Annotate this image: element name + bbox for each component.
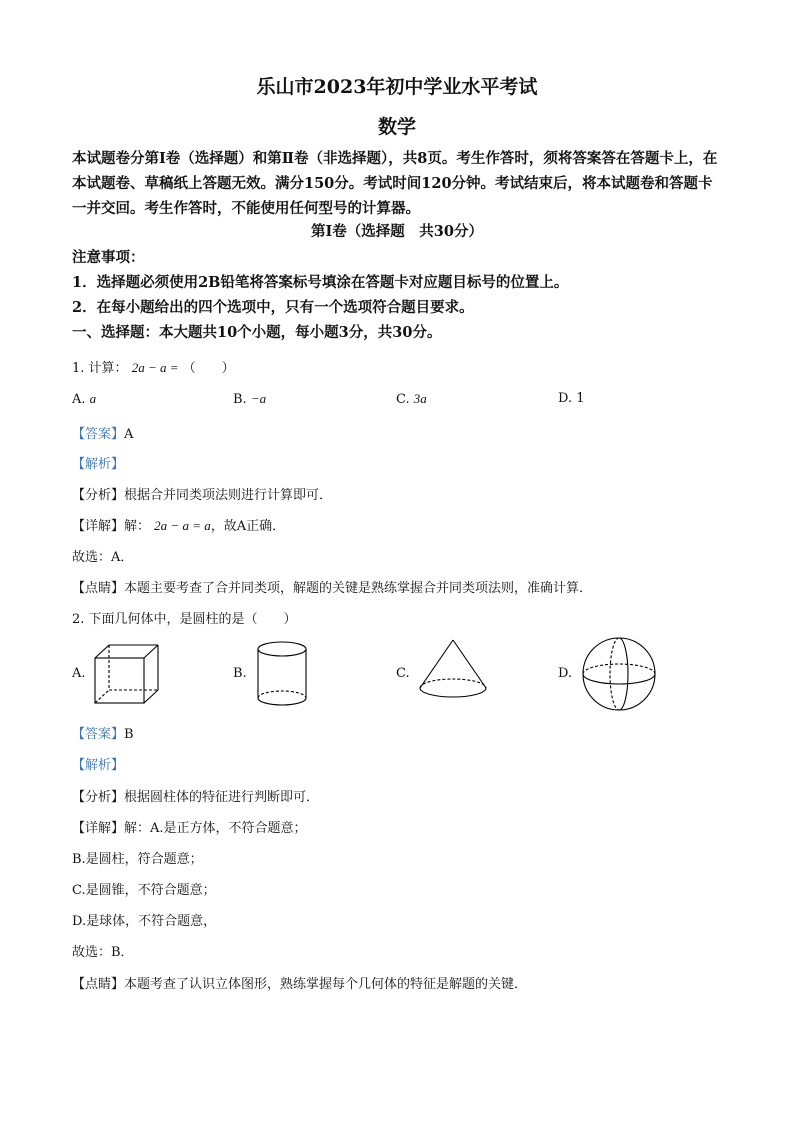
cone-figure	[417, 638, 489, 702]
answer-tag: 【答案】	[72, 427, 125, 442]
option-label: A.	[72, 392, 86, 407]
detail-tag: 【详解】	[72, 519, 125, 534]
answer-tag: 【答案】	[72, 727, 125, 742]
detail-prefix: 解：	[124, 519, 151, 534]
option-value: 1	[576, 391, 585, 406]
fenxi-text: 根据合并同类项法则进行计算即可．	[124, 488, 333, 503]
option-label: C.	[396, 392, 410, 407]
q2-option-a-label: A.	[72, 666, 86, 681]
comment-tag: 【点睛】	[72, 581, 125, 596]
note-2: 2．在每小题给出的四个选项中，只有一个选项符合题目要求。	[72, 299, 474, 316]
notes-heading: 注意事项：	[72, 249, 145, 266]
q1-fenxi	[72, 484, 332, 503]
q2-option-b-label: B.	[233, 666, 247, 681]
q2-comment	[72, 973, 527, 992]
q2-detail-4: D.是球体，不符合题意，	[72, 914, 217, 929]
q1-option-a	[72, 391, 96, 407]
q1-stem-suffix: （ ）	[182, 361, 235, 376]
q2-detail	[72, 817, 307, 836]
detail-expression: 2a − a = a	[154, 518, 211, 533]
subject-title: 数学	[377, 116, 416, 138]
q2-detail-2: B.是圆柱，符合题意；	[72, 852, 203, 867]
q2-stem: 2. 下面几何体中，是圆柱的是（ ）	[72, 612, 297, 627]
detail-suffix: ，故A正确．	[210, 519, 286, 534]
q1-stem	[72, 357, 235, 376]
q1-detail	[72, 515, 285, 534]
q2-option-c-label: C.	[396, 666, 410, 681]
section-heading: 第Ⅰ卷（选择题 共30分）	[311, 223, 483, 240]
q1-answer	[72, 423, 133, 442]
q2-answer	[72, 723, 134, 742]
q2-choose: 故选：B．	[72, 945, 134, 960]
q2-analysis-tag: 【解析】	[72, 758, 125, 773]
q2-fenxi	[72, 786, 319, 805]
fenxi-tag: 【分析】	[72, 790, 125, 805]
q1-expression: 2a − a =	[131, 360, 179, 375]
option-label: D.	[558, 391, 573, 406]
option-label: B.	[233, 392, 247, 407]
q1-option-c	[396, 391, 427, 407]
option-value: −a	[250, 391, 267, 406]
option-value: 3a	[413, 391, 427, 406]
detail-line-1: 解：A.是正方体，不符合题意；	[124, 821, 307, 836]
fenxi-tag: 【分析】	[72, 488, 125, 503]
q2-option-d-label: D.	[558, 666, 573, 681]
note-1: 1．选择题必须使用2B铅笔将答案标号填涂在答题卡对应题目标号的位置上。	[72, 274, 569, 291]
comment-tag: 【点睛】	[72, 977, 125, 992]
comment-text: 本题主要考查了合并同类项，解题的关键是熟练掌握合并同类项法则，准确计算．	[124, 581, 593, 596]
q1-stem-prefix: 1. 计算：	[72, 361, 128, 376]
exam-title: 乐山市2023年初中学业水平考试	[256, 76, 538, 98]
detail-tag: 【详解】	[72, 821, 125, 836]
sphere-figure	[580, 636, 660, 712]
q1-choose: 故选：A．	[72, 550, 134, 565]
cylinder-figure	[256, 641, 308, 707]
fenxi-text: 根据圆柱体的特征进行判断即可．	[124, 790, 320, 805]
answer-value: A	[124, 427, 134, 442]
part-1-heading: 一、选择题：本大题共10个小题，每小题3分，共30分。	[72, 324, 442, 341]
comment-text: 本题考查了认识立体图形，熟练掌握每个几何体的特征是解题的关键．	[124, 977, 528, 992]
q1-option-d	[558, 391, 585, 406]
q1-comment	[72, 577, 592, 596]
q1-option-b	[233, 391, 266, 407]
answer-value: B	[124, 727, 134, 742]
option-value: a	[89, 391, 97, 406]
q2-detail-3: C.是圆锥，不符合题意；	[72, 883, 216, 898]
cube-figure	[94, 644, 160, 704]
q1-analysis-tag: 【解析】	[72, 457, 125, 472]
intro-paragraph: 本试题卷分第Ⅰ卷（选择题）和第Ⅱ卷（非选择题），共8页。考生作答时，须将答案答在答题卡上，在本试题卷、草稿纸上答题无效。满分150分。考试时间120分钟。考试结束后，将本试题卷和答题卡一并交回。考生作答时，不能使用任何型号的计算器。	[72, 150, 718, 217]
